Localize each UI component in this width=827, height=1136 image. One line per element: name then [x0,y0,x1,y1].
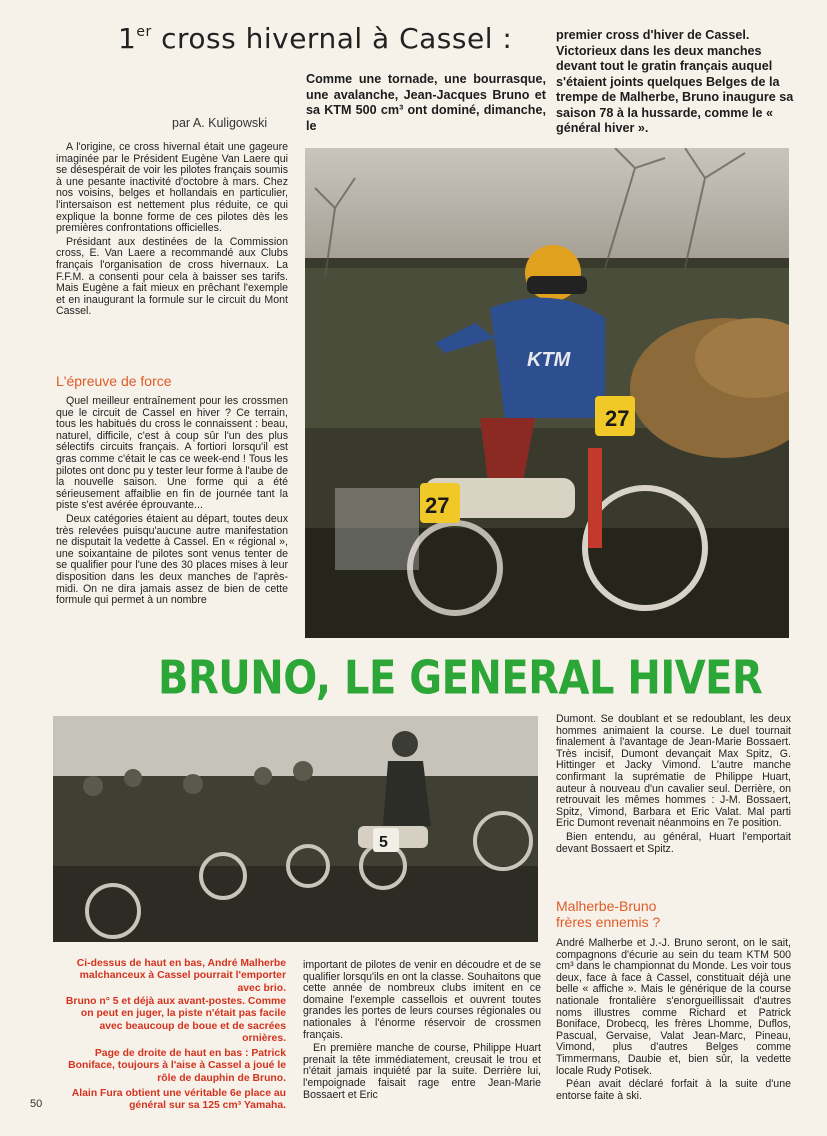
page-number: 50 [30,1098,43,1110]
paragraph: André Malherbe et J.-J. Bruno seront, on le sait, compagnons d'écurie au sein du team KTM 500 cm³ dans le championnat du Monde. Les voir tous deux, face à face à Cassel, constituait déjà une belle « affiche ». Mais le générique de la course nationale frontalière s'enorgueillissait d'autres noms illustres comme Richard et Patrick Boniface, Drobecq, les frères Lhomme, Duflos, Pascual, Gervaise, Valat Jean-Marc, Pineau, Vimond, plus d'autres Belges comme Timmermans, Daubie et, bien sûr, la vedette locale Rudy Potisek. [556,937,791,1077]
subheading-freres-ennemis [556,898,791,930]
column-two-body [303,960,541,1103]
caption-bruno: Bruno n° 5 et déjà aux avant-postes. Comme on peut en juger, la piste n'était pas facile avec beaucoup de boue et de sacrées ornières. [65,996,286,1045]
intro-lead-middle: Comme une tornade, une bourrasque, une avalanche, Jean-Jacques Bruno et sa KTM 500 cm³ ont dominé, dimanche, le [306,72,546,133]
title-superscript: er [136,24,152,40]
jersey-brand-text: KTM [527,349,571,371]
photo-rider-ktm [305,148,789,638]
column-three-body [556,714,791,857]
title-text: cross hivernal à Cassel : [161,22,513,55]
intro-lead-right: premier cross d'hiver de Cassel. Victorieux dans les deux manches devant tout le gratin français auquel s'étaient joints quelques Belges de la trempe de Malherbe, Bruno inaugure sa saison 78 à la hussarde, comme le « général hiver ». [556,28,794,135]
column-one-intro [56,142,288,320]
paragraph: Présidant aux destinées de la Commission cross, E. Van Laere a recommandé aux Clubs français l'organisation de cross hivernaux. La F.F.M. a consenti pour cela à baisser ses tarifs. Mais Eugène a fait mieux en prêchant l'exemple et en inaugurant la formule sur le circuit du Mont Cassel. [56,235,288,318]
watermark-logo [335,488,419,570]
photo-race-pack [53,716,538,942]
article-title [118,22,558,55]
caption-fura: Alain Fura obtient une véritable 6e place au général sur sa 125 cm³ Yamaha. [71,1088,286,1112]
paragraph: Quel meilleur entraînement pour les crossmen que le circuit de Cassel en hiver ? Ce terrain, tous les habitués du cross le connaissent : beau, naturel, difficile, c'est à coup sûr l'un des plus sélectifs circuits français. A fortiori lorsqu'il est gras comme c'était le cas ce week-end ! Tous les pilotes ont donc pu y tester leur forme à l'aube de la nouvelle saison. Une forme qui a été sérieusement affaiblie en fin de journée tant la piste s'est avérée éprouvante... [56,395,288,512]
paragraph: Péan avait déclaré forfait à la suite d'une entorse faite à ski. [556,1078,791,1102]
photo-illustration-bottom [53,716,538,942]
bike-number-side: 27 [425,493,450,518]
caption-boniface: Page de droite de haut en bas : Patrick Boniface, toujours à l'aise à Cassel a joué le rôle de dauphin de Bruno. [68,1048,286,1084]
paragraph: En première manche de course, Philippe Huart prenait la tête immédiatement, creusait le trou et n'était jamais inquiété par la suite. Derrière lui, l'empoignade faisait rage entre Jean-Marie Bossaert et Eric [303,1042,541,1101]
subheading-line: frères ennemis ? [556,914,661,930]
paragraph: A l'origine, ce cross hivernal était une gageure imaginée par le Président Eugène Van Laere qui se désespérait de voir les pilotes français soumis à une pesante inactivité d'octobre à mars. Chez nos voisins, belges et hollandais en particulier, l'intersaison est nettement plus réduite, ce qui explique la bonne forme de ces pilotes dès les premières confrontations officielles. [56,141,288,235]
caption-malherbe: Ci-dessus de haut en bas, André Malherbe malchanceux à Cassel pourrait l'emporter avec brio. [76,958,286,994]
column-one-body [56,396,288,609]
photo-illustration [305,148,789,638]
subheading-epreuve: L'épreuve de force [56,373,172,389]
bike-number-five: 5 [379,834,388,851]
column-three-bottom [556,938,791,1104]
paragraph: important de pilotes de venir en découdre et de se qualifier lorsqu'ils en ont la classe. Souhaitons que cette année de nombreux clubs imitent en ce domaine l'exemple cassellois et ouvrent toutes grandes les portes de leurs courses régionales ou nationales à l'énorme réservoir de crossmen français. [303,959,541,1041]
paragraph: Deux catégories étaient au départ, toutes deux très relevées puisqu'aucune autre manifestation ne disputait la vedette à Cassel. En « régional », une soixantaine de pilotes sont venus tenter de se qualifier pour l'une des 30 places mises à leur disposition dans les deux manches de l'après-midi. On ne dira jamais assez de bien de cette formule qui permet à un nombre [56,512,288,607]
subheading-line: Malherbe-Bruno [556,898,657,914]
byline: par A. Kuligowski [172,116,268,130]
main-headline: BRUNO, LE GENERAL HIVER [158,652,763,705]
bike-number-front: 27 [605,406,630,431]
title-number: 1 [118,22,137,55]
paragraph: Bien entendu, au général, Huart l'emportait devant Bossaert et Spitz. [556,830,791,855]
paragraph: Dumont. Se doublant et se redoublant, les deux hommes animaient la course. Le duel tournait finalement à l'avantage de Jean-Marie Bossaert. Très incisif, Dumont devançait Max Spitz, G. Hittinger et Jacky Vimond. L'autre manche confirmant la suprématie de Philippe Huart, auteur à nouveau d'un cavalier seul. Derrière, on retrouvait les mêmes hommes : J-M. Bossaert, Spitz, Vimond, Barbara et Eric Valat. Mal parti Eric Dumont revenait néanmoins en 7e position. [556,713,791,830]
